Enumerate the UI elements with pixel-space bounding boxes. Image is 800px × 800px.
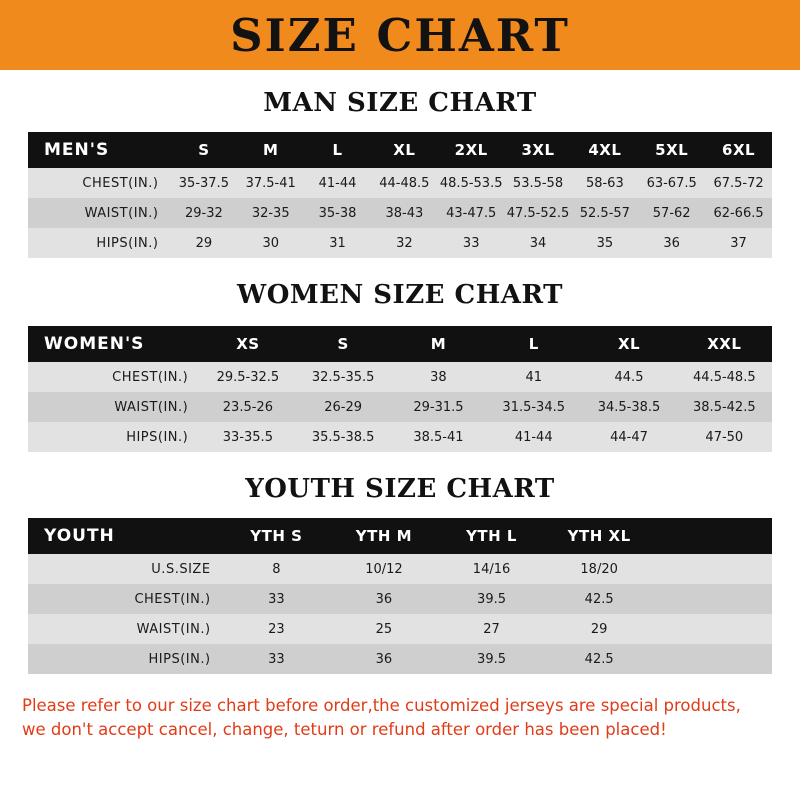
men-header-label: MEN'S (28, 132, 170, 168)
women-waist-s: 26-29 (296, 392, 391, 422)
women-chest-m: 38 (391, 362, 486, 392)
table-row (28, 584, 772, 614)
men-waist-m: 32-35 (237, 198, 304, 228)
women-chest-l: 41 (486, 362, 581, 392)
youth-ussize-spacer (653, 554, 772, 584)
men-header-4xl: 4XL (571, 132, 638, 168)
youth-hips-xl: 42.5 (545, 644, 653, 674)
youth-chest-xl: 42.5 (545, 584, 653, 614)
women-header-s: S (296, 326, 391, 362)
youth-hips-spacer (653, 644, 772, 674)
men-chart-wrap (0, 132, 800, 258)
men-hips-3xl: 34 (505, 228, 572, 258)
women-waist-l: 31.5-34.5 (486, 392, 581, 422)
youth-waist-l: 27 (438, 614, 546, 644)
table-row (28, 228, 772, 258)
men-hips-4xl: 35 (571, 228, 638, 258)
youth-chest-m: 36 (330, 584, 438, 614)
women-hips-s: 35.5-38.5 (296, 422, 391, 452)
women-chest-label: CHEST(IN.) (28, 362, 200, 392)
men-header-6xl: 6XL (705, 132, 772, 168)
youth-ussize-l: 14/16 (438, 554, 546, 584)
women-header-label: WOMEN'S (28, 326, 200, 362)
women-chest-xxl: 44.5-48.5 (677, 362, 772, 392)
youth-chest-label: CHEST(IN.) (28, 584, 223, 614)
youth-header-m: YTH M (330, 518, 438, 554)
women-chest-xs: 29.5-32.5 (200, 362, 295, 392)
page-title: SIZE CHART (230, 8, 570, 62)
men-hips-m: 30 (237, 228, 304, 258)
women-hips-xl: 44-47 (581, 422, 676, 452)
women-waist-xl: 34.5-38.5 (581, 392, 676, 422)
table-row (28, 198, 772, 228)
women-table-body (28, 362, 772, 452)
men-header-xl: XL (371, 132, 438, 168)
table-header-row (28, 518, 772, 554)
footer-note-line1: Please refer to our size chart before order,the customized jerseys are special products, (22, 696, 741, 715)
men-waist-l: 35-38 (304, 198, 371, 228)
men-header-2xl: 2XL (438, 132, 505, 168)
youth-waist-s: 23 (223, 614, 331, 644)
men-chest-xl: 44-48.5 (371, 168, 438, 198)
women-hips-m: 38.5-41 (391, 422, 486, 452)
women-hips-xs: 33-35.5 (200, 422, 295, 452)
youth-ussize-xl: 18/20 (545, 554, 653, 584)
footer-note-line2: we don't accept cancel, change, teturn or refund after order has been placed! (22, 719, 667, 739)
youth-waist-spacer (653, 614, 772, 644)
youth-header-s: YTH S (223, 518, 331, 554)
men-hips-2xl: 33 (438, 228, 505, 258)
table-row (28, 392, 772, 422)
youth-chest-l: 39.5 (438, 584, 546, 614)
youth-chest-s: 33 (223, 584, 331, 614)
table-row (28, 554, 772, 584)
men-chest-2xl: 48.5-53.5 (438, 168, 505, 198)
women-chest-xl: 44.5 (581, 362, 676, 392)
table-header-row (28, 326, 772, 362)
women-section-title: WOMEN SIZE CHART (237, 280, 563, 310)
men-hips-label: HIPS(IN.) (28, 228, 170, 258)
youth-size-table (28, 518, 772, 674)
youth-ussize-m: 10/12 (330, 554, 438, 584)
women-waist-xs: 23.5-26 (200, 392, 295, 422)
men-header-l: L (304, 132, 371, 168)
table-row (28, 644, 772, 674)
women-table-head (28, 326, 772, 362)
footer-note (0, 684, 800, 742)
men-waist-3xl: 47.5-52.5 (505, 198, 572, 228)
women-waist-m: 29-31.5 (391, 392, 486, 422)
youth-hips-l: 39.5 (438, 644, 546, 674)
men-section-title: MAN SIZE CHART (263, 88, 537, 118)
table-header-row (28, 132, 772, 168)
youth-waist-m: 25 (330, 614, 438, 644)
men-waist-5xl: 57-62 (638, 198, 705, 228)
youth-header-spacer (653, 518, 772, 554)
men-hips-s: 29 (170, 228, 237, 258)
women-hips-xxl: 47-50 (677, 422, 772, 452)
men-waist-4xl: 52.5-57 (571, 198, 638, 228)
youth-hips-label: HIPS(IN.) (28, 644, 223, 674)
men-chest-l: 41-44 (304, 168, 371, 198)
youth-header-label: YOUTH (28, 518, 223, 554)
youth-section-title: YOUTH SIZE CHART (245, 474, 555, 504)
women-waist-xxl: 38.5-42.5 (677, 392, 772, 422)
women-header-xxl: XXL (677, 326, 772, 362)
women-chest-s: 32.5-35.5 (296, 362, 391, 392)
youth-header-l: YTH L (438, 518, 546, 554)
women-header-l: L (486, 326, 581, 362)
men-hips-xl: 32 (371, 228, 438, 258)
youth-table-body (28, 554, 772, 674)
men-waist-xl: 38-43 (371, 198, 438, 228)
women-header-m: M (391, 326, 486, 362)
youth-hips-s: 33 (223, 644, 331, 674)
men-waist-label: WAIST(IN.) (28, 198, 170, 228)
men-chest-6xl: 67.5-72 (705, 168, 772, 198)
page-banner (0, 0, 800, 70)
men-hips-l: 31 (304, 228, 371, 258)
men-chest-5xl: 63-67.5 (638, 168, 705, 198)
table-row (28, 422, 772, 452)
youth-chest-spacer (653, 584, 772, 614)
youth-header-xl: YTH XL (545, 518, 653, 554)
women-header-xl: XL (581, 326, 676, 362)
youth-hips-m: 36 (330, 644, 438, 674)
men-hips-6xl: 37 (705, 228, 772, 258)
men-chest-3xl: 53.5-58 (505, 168, 572, 198)
men-waist-6xl: 62-66.5 (705, 198, 772, 228)
youth-table-head (28, 518, 772, 554)
table-row (28, 362, 772, 392)
men-header-3xl: 3XL (505, 132, 572, 168)
women-hips-label: HIPS(IN.) (28, 422, 200, 452)
men-table-head (28, 132, 772, 168)
men-header-m: M (237, 132, 304, 168)
youth-waist-label: WAIST(IN.) (28, 614, 223, 644)
men-waist-s: 29-32 (170, 198, 237, 228)
men-waist-2xl: 43-47.5 (438, 198, 505, 228)
men-chest-4xl: 58-63 (571, 168, 638, 198)
women-header-xs: XS (200, 326, 295, 362)
men-header-s: S (170, 132, 237, 168)
men-chest-s: 35-37.5 (170, 168, 237, 198)
men-chest-label: CHEST(IN.) (28, 168, 170, 198)
men-size-table (28, 132, 772, 258)
women-chart-wrap (0, 326, 800, 452)
men-chest-m: 37.5-41 (237, 168, 304, 198)
men-hips-5xl: 36 (638, 228, 705, 258)
youth-waist-xl: 29 (545, 614, 653, 644)
women-hips-l: 41-44 (486, 422, 581, 452)
women-size-table (28, 326, 772, 452)
youth-ussize-s: 8 (223, 554, 331, 584)
men-header-5xl: 5XL (638, 132, 705, 168)
women-waist-label: WAIST(IN.) (28, 392, 200, 422)
youth-ussize-label: U.S.SIZE (28, 554, 223, 584)
table-row (28, 614, 772, 644)
men-table-body (28, 168, 772, 258)
table-row (28, 168, 772, 198)
youth-chart-wrap (0, 518, 800, 674)
